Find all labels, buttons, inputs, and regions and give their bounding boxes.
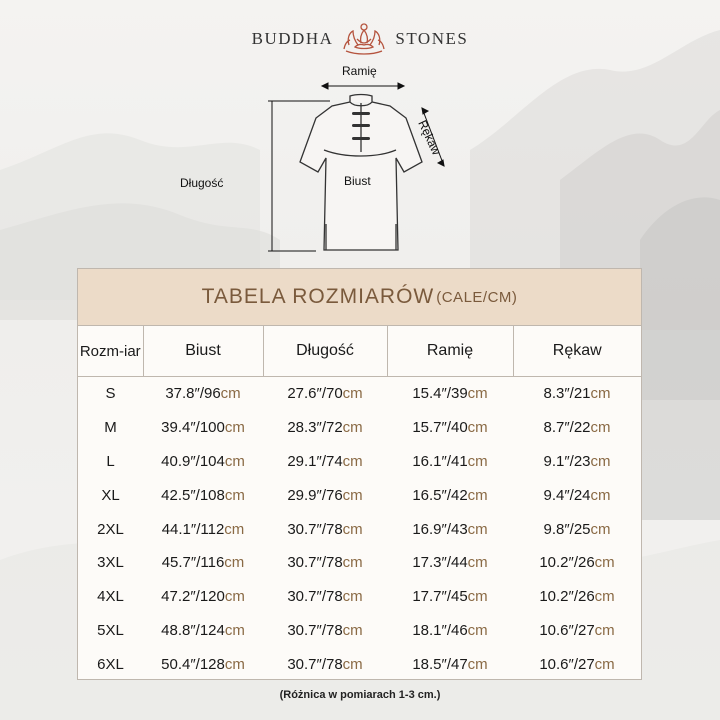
cm-unit: cm	[467, 554, 488, 572]
cm-unit: cm	[224, 486, 245, 504]
shoulder-value: 18.1″/46	[412, 621, 468, 639]
measurement-note: (Różnica w pomiarach 1-3 cm.)	[279, 689, 441, 701]
length-value: 29.1″/74	[287, 452, 343, 470]
bust-value: 47.2″/120	[161, 588, 225, 606]
cm-unit: cm	[342, 655, 363, 673]
cm-unit: cm	[594, 554, 615, 572]
bust-value: 40.9″/104	[161, 452, 225, 470]
sleeve-cell	[513, 377, 641, 411]
size-cell: M	[104, 419, 117, 437]
shoulder-cell	[387, 512, 513, 546]
sleeve-value: 9.4″/24	[543, 486, 591, 504]
table-row	[78, 546, 641, 580]
length-value: 29.9″/76	[287, 486, 343, 504]
size-cell: 3XL	[97, 554, 124, 572]
cm-unit: cm	[590, 452, 611, 470]
table-header-row	[78, 326, 641, 377]
size-cell: 5XL	[97, 621, 124, 639]
size-cell: L	[106, 452, 115, 470]
cm-unit: cm	[590, 520, 611, 538]
length-cell	[263, 546, 387, 580]
size-cell: 4XL	[97, 588, 124, 606]
length-cell	[263, 647, 387, 681]
length-cell	[263, 478, 387, 512]
size-chart-table	[77, 268, 642, 680]
sleeve-value: 8.7″/22	[543, 419, 591, 437]
cm-unit: cm	[224, 452, 245, 470]
garment-diagram	[0, 0, 720, 270]
sleeve-label: Rękaw	[415, 118, 444, 158]
shoulder-cell	[387, 580, 513, 614]
sleeve-cell	[513, 546, 641, 580]
table-title-unit: (CALE/CM)	[436, 288, 518, 306]
bust-value: 42.5″/108	[161, 486, 225, 504]
bust-cell	[143, 478, 263, 512]
cm-unit: cm	[224, 520, 245, 538]
table-row	[78, 377, 641, 411]
cm-unit: cm	[342, 588, 363, 606]
length-cell	[263, 411, 387, 445]
bust-cell	[143, 546, 263, 580]
shoulder-cell	[387, 614, 513, 648]
cm-unit: cm	[590, 385, 611, 403]
shoulder-measure-line	[322, 83, 404, 89]
sleeve-cell	[513, 512, 641, 546]
sleeve-value: 9.1″/23	[543, 452, 591, 470]
bust-value: 45.7″/116	[161, 554, 225, 572]
length-cell	[263, 614, 387, 648]
length-value: 30.7″/78	[287, 621, 343, 639]
shoulder-value: 16.1″/41	[412, 452, 468, 470]
shoulder-cell	[387, 445, 513, 479]
cm-unit: cm	[467, 452, 488, 470]
cm-unit: cm	[467, 655, 488, 673]
cm-unit: cm	[342, 452, 363, 470]
bust-value: 50.4″/128	[161, 655, 225, 673]
table-row	[78, 478, 641, 512]
table-row	[78, 614, 641, 648]
size-cell: S	[105, 385, 116, 403]
length-cell	[263, 512, 387, 546]
sleeve-cell	[513, 478, 641, 512]
header-size: Rozm-iar	[78, 326, 143, 377]
cm-unit: cm	[467, 419, 488, 437]
table-row	[78, 411, 641, 445]
cm-unit: cm	[342, 520, 363, 538]
size-table	[78, 326, 641, 681]
cm-unit: cm	[224, 655, 245, 673]
shoulder-cell	[387, 546, 513, 580]
length-value: 27.6″/70	[287, 385, 343, 403]
robe-outline	[300, 95, 422, 251]
length-value: 30.7″/78	[287, 588, 343, 606]
header-shoulder: Ramię	[387, 326, 513, 377]
table-title: TABELA ROZMIARÓW	[201, 285, 435, 308]
shoulder-value: 17.3″/44	[412, 554, 468, 572]
sleeve-cell	[513, 614, 641, 648]
cm-unit: cm	[342, 486, 363, 504]
sleeve-value: 8.3″/21	[543, 385, 591, 403]
cm-unit: cm	[467, 621, 488, 639]
bust-cell	[143, 445, 263, 479]
cm-unit: cm	[342, 385, 363, 403]
header-sleeve: Rękaw	[513, 326, 641, 377]
length-cell	[263, 580, 387, 614]
bust-value: 37.8″/96	[165, 385, 221, 403]
cm-unit: cm	[224, 554, 245, 572]
length-cell	[263, 445, 387, 479]
shoulder-value: 17.7″/45	[412, 588, 468, 606]
bust-label: Biust	[344, 174, 371, 188]
bust-cell	[143, 411, 263, 445]
shoulder-label: Ramię	[342, 64, 377, 78]
shoulder-value: 16.5″/42	[412, 486, 468, 504]
cm-unit: cm	[467, 588, 488, 606]
table-row	[78, 580, 641, 614]
sleeve-value: 9.8″/25	[543, 520, 591, 538]
brand-name-right: STONES	[395, 29, 469, 48]
cm-unit: cm	[590, 419, 611, 437]
sleeve-cell	[513, 647, 641, 681]
size-cell: 6XL	[97, 655, 124, 673]
shoulder-value: 15.4″/39	[412, 385, 468, 403]
header-bust: Biust	[143, 326, 263, 377]
cm-unit: cm	[224, 621, 245, 639]
cm-unit: cm	[342, 621, 363, 639]
bust-value: 48.8″/124	[161, 621, 225, 639]
table-row	[78, 512, 641, 546]
bust-cell	[143, 377, 263, 411]
bust-cell	[143, 647, 263, 681]
shoulder-cell	[387, 478, 513, 512]
cm-unit: cm	[467, 520, 488, 538]
sleeve-cell	[513, 445, 641, 479]
shoulder-value: 18.5″/47	[412, 655, 468, 673]
sleeve-value: 10.6″/27	[539, 655, 595, 673]
size-cell: XL	[101, 486, 120, 504]
shoulder-value: 16.9″/43	[412, 520, 468, 538]
brand-name-left: BUDDHA	[251, 29, 334, 48]
shoulder-value: 15.7″/40	[412, 419, 468, 437]
bust-cell	[143, 580, 263, 614]
size-cell: 2XL	[97, 520, 124, 538]
shoulder-cell	[387, 411, 513, 445]
cm-unit: cm	[594, 655, 615, 673]
length-cell	[263, 377, 387, 411]
cm-unit: cm	[594, 588, 615, 606]
bust-value: 39.4″/100	[161, 419, 225, 437]
length-value: 30.7″/78	[287, 554, 343, 572]
cm-unit: cm	[467, 385, 488, 403]
cm-unit: cm	[220, 385, 241, 403]
header-length: Długość	[263, 326, 387, 377]
sleeve-value: 10.2″/26	[539, 588, 595, 606]
cm-unit: cm	[590, 486, 611, 504]
length-value: 28.3″/72	[287, 419, 343, 437]
length-value: 30.7″/78	[287, 520, 343, 538]
bust-value: 44.1″/112	[161, 520, 225, 538]
bust-cell	[143, 512, 263, 546]
length-value: 30.7″/78	[287, 655, 343, 673]
table-row	[78, 647, 641, 681]
cm-unit: cm	[342, 554, 363, 572]
sleeve-value: 10.6″/27	[539, 621, 595, 639]
sleeve-value: 10.2″/26	[539, 554, 595, 572]
table-row	[78, 445, 641, 479]
table-title-bar	[78, 269, 641, 326]
length-label: Długość	[180, 176, 224, 190]
cm-unit: cm	[224, 588, 245, 606]
cm-unit: cm	[594, 621, 615, 639]
sleeve-cell	[513, 580, 641, 614]
shoulder-cell	[387, 377, 513, 411]
cm-unit: cm	[467, 486, 488, 504]
cm-unit: cm	[342, 419, 363, 437]
shoulder-cell	[387, 647, 513, 681]
cm-unit: cm	[224, 419, 245, 437]
bust-cell	[143, 614, 263, 648]
sleeve-cell	[513, 411, 641, 445]
